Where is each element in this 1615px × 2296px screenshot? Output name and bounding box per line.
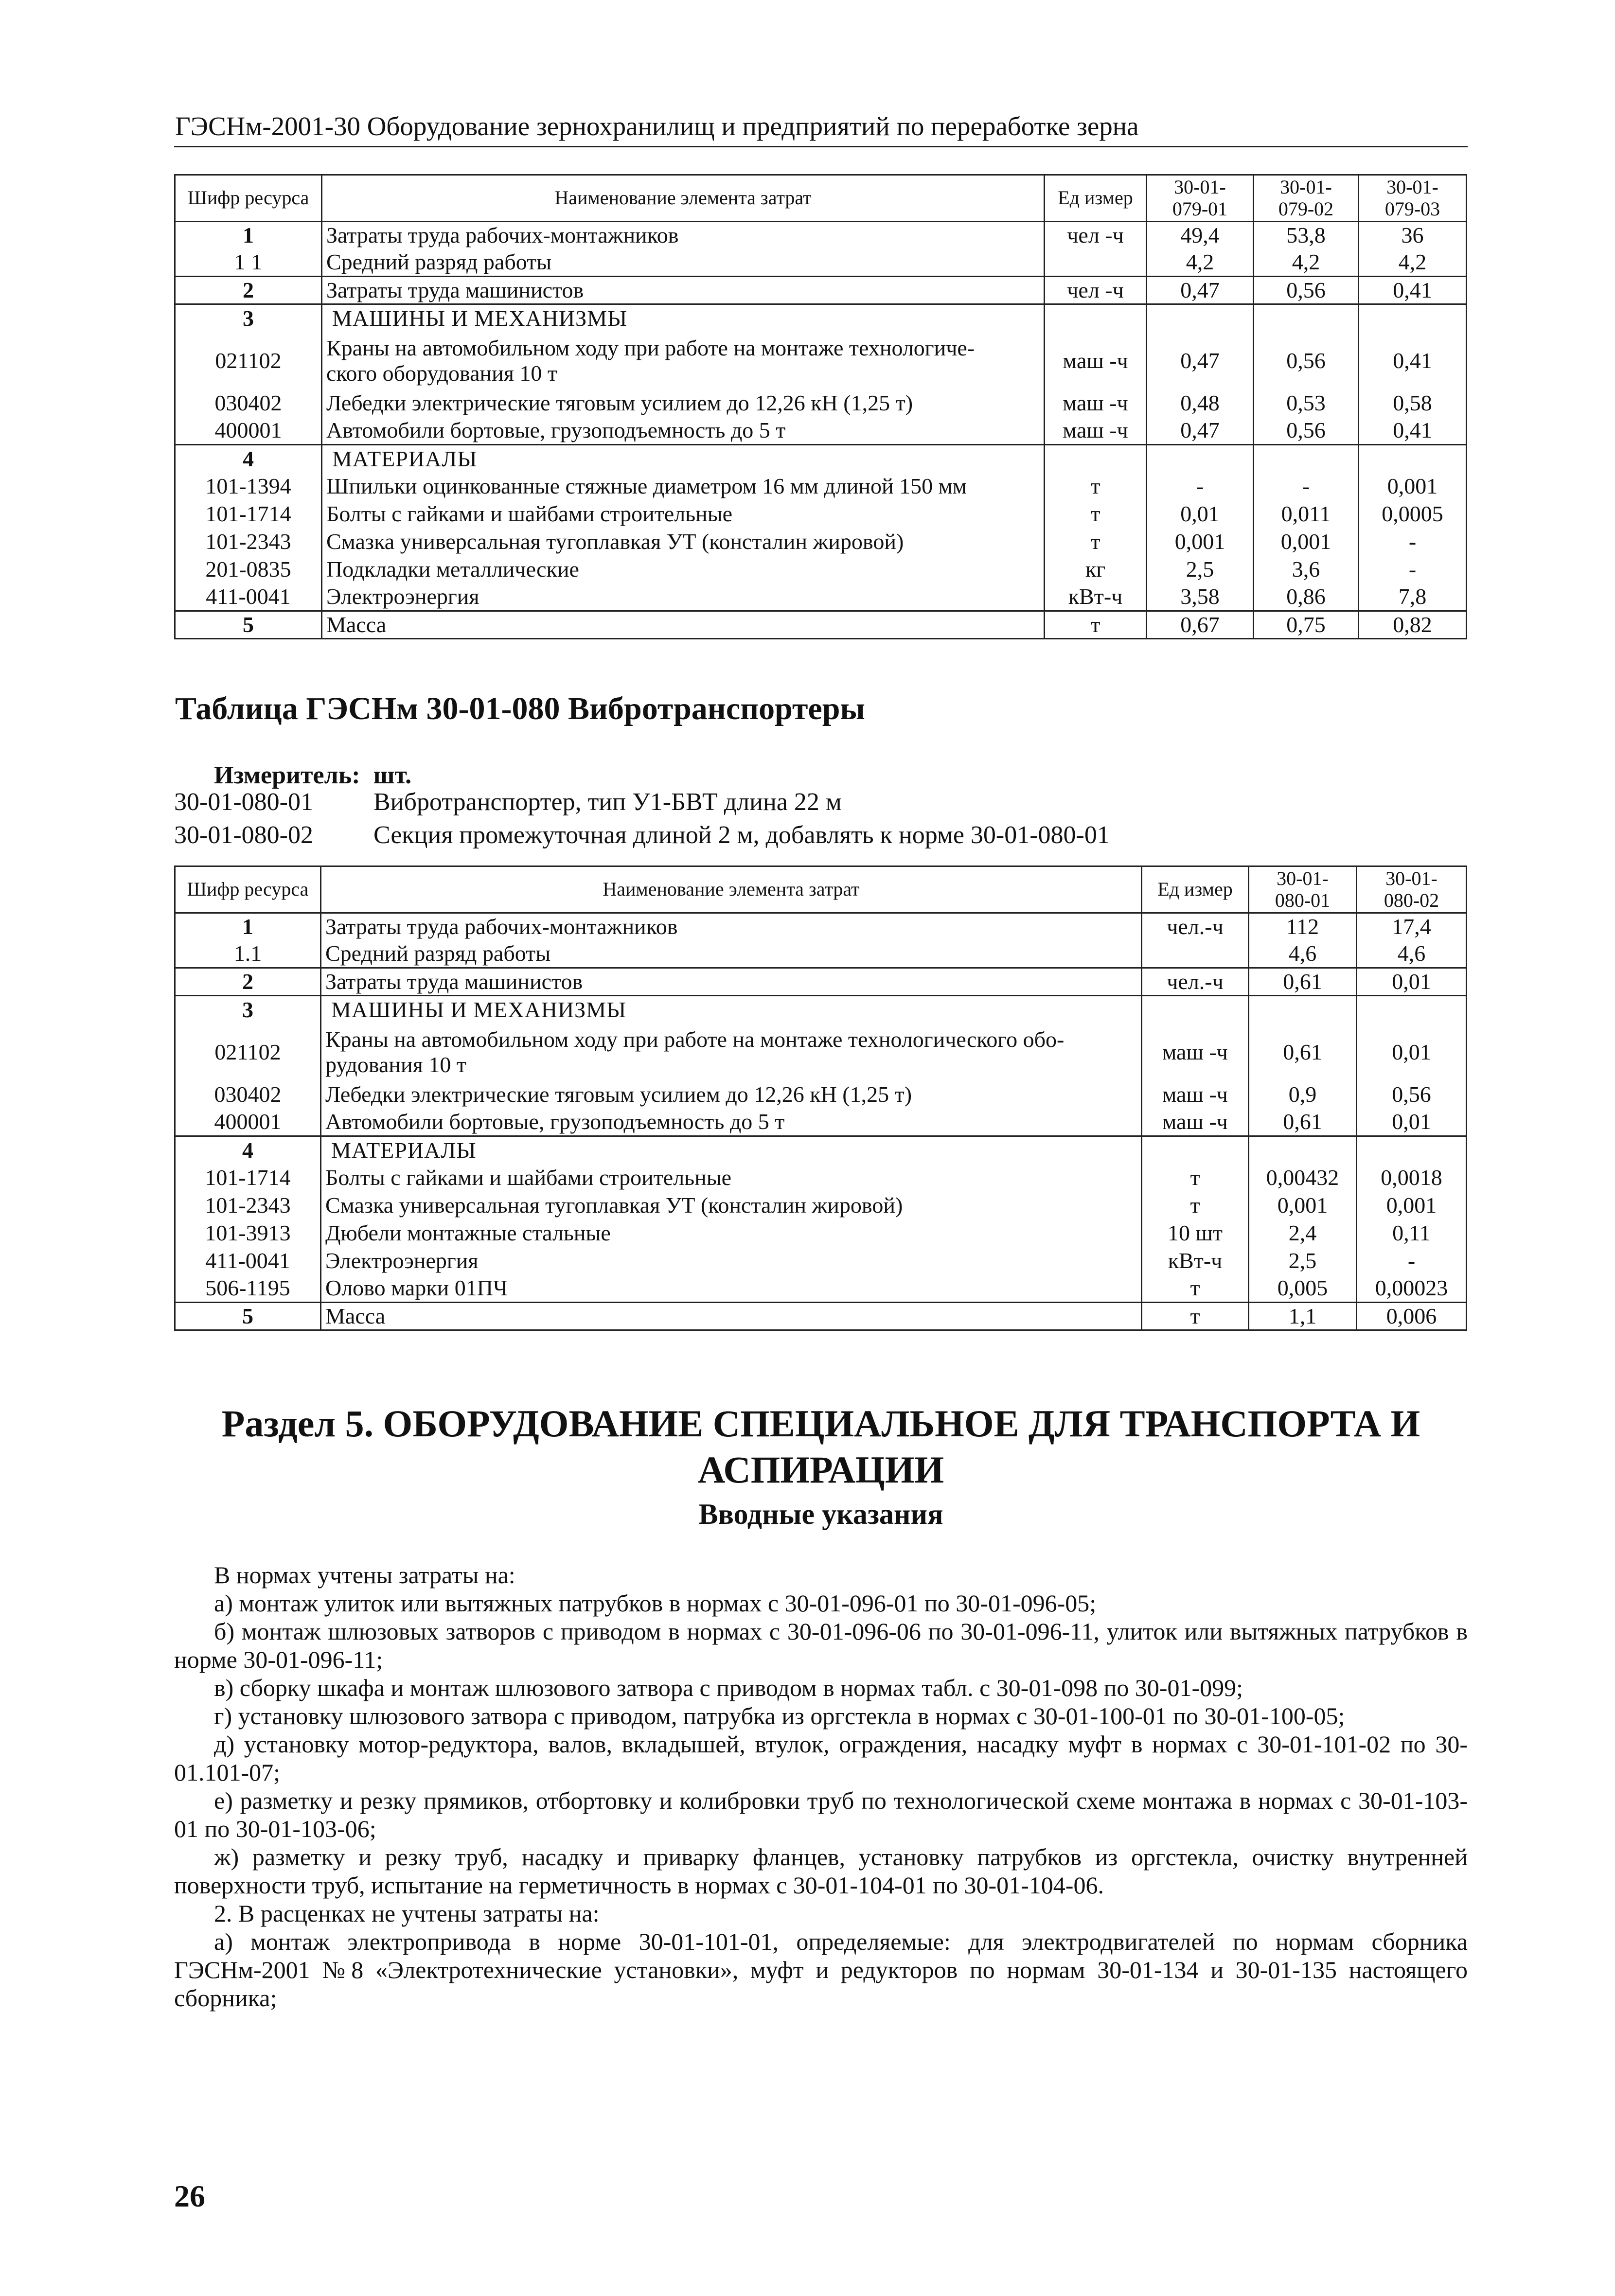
- cell-value-1: 0,9: [1249, 1081, 1357, 1109]
- col-header-norm-1: 30-01- 079-01: [1147, 175, 1254, 222]
- cell-unit: т: [1045, 528, 1147, 556]
- table-row: [175, 913, 1467, 940]
- cell-code: 1 1: [175, 249, 322, 277]
- resource-table-080: [174, 865, 1467, 1331]
- table-row: [175, 222, 1467, 249]
- table-row: [175, 583, 1467, 611]
- table-row: [175, 1247, 1467, 1275]
- cell-unit: кВт-ч: [1142, 1247, 1249, 1275]
- cell-value-3: 0,58: [1359, 389, 1467, 417]
- cell-value-1: [1147, 445, 1254, 473]
- cell-unit: чел.-ч: [1142, 968, 1249, 996]
- table-row: [175, 277, 1467, 304]
- cell-name: Затраты труда рабочих-монтажников: [321, 913, 1142, 940]
- table-row: [175, 1024, 1467, 1081]
- col-header-norm-1: 30-01- 080-01: [1249, 866, 1357, 913]
- cell-value-1: 2,5: [1249, 1247, 1357, 1275]
- paragraph: е) разметку и резку прямиков, отбортовку и колибровки труб по технологической схеме монтажа в нормах с 30-01-103-01 по 30-01-103-06;: [174, 1787, 1468, 1842]
- table-row: [175, 1164, 1467, 1192]
- cell-value-1: 0,001: [1249, 1192, 1357, 1219]
- cell-value-1: 0,01: [1147, 500, 1254, 528]
- cell-value-2: 0,56: [1254, 277, 1359, 304]
- col-header-unit: Ед измер: [1045, 175, 1147, 222]
- cell-value-1: 0,67: [1147, 611, 1254, 639]
- table-row: [175, 249, 1467, 277]
- cell-name: Автомобили бортовые, грузоподъемность до 5 т: [321, 1109, 1142, 1136]
- cell-name: Шпильки оцинкованные стяжные диаметром 16 мм длиной 150 мм: [322, 473, 1045, 500]
- cell-value-2: 0,53: [1254, 389, 1359, 417]
- cell-unit: маш -ч: [1045, 332, 1147, 389]
- table-header-row: [175, 866, 1467, 913]
- col-header-norm-2: 30-01- 080-02: [1357, 866, 1467, 913]
- cell-code: 2: [175, 277, 322, 304]
- cell-unit: [1142, 1136, 1249, 1164]
- cell-code: 5: [175, 1303, 321, 1330]
- paragraph: В нормах учтены затраты на:: [214, 1561, 515, 1589]
- table-row: [175, 304, 1467, 332]
- cell-value-2: 0,75: [1254, 611, 1359, 639]
- cell-name: Затраты труда машинистов: [322, 277, 1045, 304]
- cell-name: Лебедки электрические тяговым усилием до 12,26 кН (1,25 т): [321, 1081, 1142, 1109]
- cell-unit: т: [1045, 611, 1147, 639]
- table-row: [175, 1109, 1467, 1136]
- cell-value-2: 0,00023: [1357, 1275, 1467, 1303]
- col-header-norm-3: 30-01- 079-03: [1359, 175, 1467, 222]
- cell-code: 4: [175, 1136, 321, 1164]
- instructions-text: [174, 1561, 1468, 2012]
- table-row: [175, 1219, 1467, 1247]
- cell-value-3: 0,001: [1359, 473, 1467, 500]
- table-row: [175, 940, 1467, 968]
- table-row: [175, 473, 1467, 500]
- cell-code: 506-1195: [175, 1275, 321, 1303]
- cell-unit: т: [1142, 1164, 1249, 1192]
- cell-value-2: 4,6: [1357, 940, 1467, 968]
- cell-code: 2: [175, 968, 321, 996]
- cell-value-1: 1,1: [1249, 1303, 1357, 1330]
- cell-value-3: 0,41: [1359, 332, 1467, 389]
- cell-value-3: -: [1359, 528, 1467, 556]
- table-row: [175, 1192, 1467, 1219]
- cell-code: 411-0041: [175, 583, 322, 611]
- cell-unit: чел -ч: [1045, 222, 1147, 249]
- cell-unit: т: [1142, 1303, 1249, 1330]
- cell-value-1: 0,001: [1147, 528, 1254, 556]
- cell-name: МАТЕРИАЛЫ: [321, 1136, 1142, 1164]
- paragraph: а) монтаж улиток или вытяжных патрубков в нормах с 30-01-096-01 по 30-01-096-05;: [214, 1590, 1097, 1617]
- table-row: [175, 996, 1467, 1024]
- cell-value-2: 4,2: [1254, 249, 1359, 277]
- cell-code: 4: [175, 445, 322, 473]
- cell-code: 101-3913: [175, 1219, 321, 1247]
- cell-name: Электроэнергия: [321, 1247, 1142, 1275]
- cell-value-2: 0,56: [1357, 1081, 1467, 1109]
- norm-text: Вибротранспортер, тип У1-БВТ длина 22 м: [373, 788, 842, 816]
- norm-line: [174, 788, 842, 816]
- table-row: [175, 1136, 1467, 1164]
- cell-value-1: 0,61: [1249, 968, 1357, 996]
- cell-value-3: 7,8: [1359, 583, 1467, 611]
- cell-value-1: 112: [1249, 913, 1357, 940]
- cell-value-2: 0,001: [1357, 1192, 1467, 1219]
- cell-value-1: [1249, 1136, 1357, 1164]
- cell-value-2: 0,0018: [1357, 1164, 1467, 1192]
- paragraph: б) монтаж шлюзовых затворов с приводом в нормах с 30-01-096-06 по 30-01-096-11, улиток или вытяжных патрубков в норме 30-01-096-11;: [174, 1618, 1468, 1673]
- cell-value-2: 0,01: [1357, 1024, 1467, 1081]
- paragraph: в) сборку шкафа и монтаж шлюзового затвора с приводом в нормах табл. с 30-01-098 по 30-01-099;: [214, 1674, 1243, 1701]
- cell-value-1: 0,48: [1147, 389, 1254, 417]
- cell-value-1: -: [1147, 473, 1254, 500]
- cell-value-2: 0,56: [1254, 332, 1359, 389]
- cell-value-2: 0,006: [1357, 1303, 1467, 1330]
- cell-name: Масса: [321, 1303, 1142, 1330]
- cell-value-1: 2,4: [1249, 1219, 1357, 1247]
- cell-code: 3: [175, 304, 322, 332]
- cell-value-2: 0,01: [1357, 968, 1467, 996]
- cell-value-2: [1254, 304, 1359, 332]
- cell-unit: [1045, 304, 1147, 332]
- cell-value-2: [1357, 996, 1467, 1024]
- cell-value-2: [1357, 1136, 1467, 1164]
- cell-value-1: [1249, 996, 1357, 1024]
- measure-label: Измеритель:: [214, 761, 360, 789]
- table-row: [175, 556, 1467, 583]
- norm-code: 30-01-080-01: [174, 788, 313, 816]
- cell-unit: [1045, 445, 1147, 473]
- cell-value-1: 0,61: [1249, 1109, 1357, 1136]
- cell-value-3: 0,41: [1359, 277, 1467, 304]
- col-header-name: Наименование элемента затрат: [321, 866, 1142, 913]
- cell-name: Болты с гайками и шайбами строительные: [321, 1164, 1142, 1192]
- cell-name: Электроэнергия: [322, 583, 1045, 611]
- cell-code: 101-1714: [175, 500, 322, 528]
- cell-value-2: 0,86: [1254, 583, 1359, 611]
- cell-code: 030402: [175, 389, 322, 417]
- cell-code: 1.1: [175, 940, 321, 968]
- col-header-name: Наименование элемента затрат: [322, 175, 1045, 222]
- cell-code: 5: [175, 611, 322, 639]
- cell-unit: чел.-ч: [1142, 913, 1249, 940]
- col-header-code: Шифр ресурса: [175, 175, 322, 222]
- cell-name: Средний разряд работы: [321, 940, 1142, 968]
- cell-code: 411-0041: [175, 1247, 321, 1275]
- paragraph: 2. В расценках не учтены затраты на:: [214, 1900, 600, 1927]
- cell-unit: кг: [1045, 556, 1147, 583]
- section-subtitle: Вводные указания: [698, 1498, 943, 1530]
- cell-name: Средний разряд работы: [322, 249, 1045, 277]
- table-row: [175, 968, 1467, 996]
- cell-unit: маш -ч: [1045, 417, 1147, 445]
- cell-value-2: 3,6: [1254, 556, 1359, 583]
- cell-value-2: 0,56: [1254, 417, 1359, 445]
- cell-name: Болты с гайками и шайбами строительные: [322, 500, 1045, 528]
- norm-code: 30-01-080-02: [174, 821, 313, 849]
- cell-value-1: 0,00432: [1249, 1164, 1357, 1192]
- cell-name: Затраты труда рабочих-монтажников: [322, 222, 1045, 249]
- norm-text: Секция промежуточная длиной 2 м, добавлять к норме 30-01-080-01: [373, 821, 1110, 849]
- cell-value-1: 0,47: [1147, 277, 1254, 304]
- page-number: 26: [174, 2179, 205, 2213]
- col-header-code: Шифр ресурса: [175, 866, 321, 913]
- cell-name: Подкладки металлические: [322, 556, 1045, 583]
- cell-unit: т: [1142, 1192, 1249, 1219]
- section-title: Раздел 5. ОБОРУДОВАНИЕ СПЕЦИАЛЬНОЕ ДЛЯ ТРАНСПОРТА И АСПИРАЦИИ: [221, 1402, 1420, 1491]
- cell-value-1: 0,47: [1147, 417, 1254, 445]
- cell-unit: [1045, 249, 1147, 277]
- cell-value-3: -: [1359, 556, 1467, 583]
- cell-name: Затраты труда машинистов: [321, 968, 1142, 996]
- cell-value-3: 36: [1359, 222, 1467, 249]
- cell-unit: маш -ч: [1045, 389, 1147, 417]
- cell-value-2: 0,001: [1254, 528, 1359, 556]
- cell-unit: т: [1045, 473, 1147, 500]
- cell-value-1: 2,5: [1147, 556, 1254, 583]
- cell-unit: [1142, 996, 1249, 1024]
- norm-line: [174, 821, 1110, 849]
- paragraph: г) установку шлюзового затвора с приводом, патрубка из оргстекла в нормах с 30-01-100-01 по 30-01-100-05;: [214, 1702, 1345, 1730]
- cell-code: 1: [175, 222, 322, 249]
- cell-name: Смазка универсальная тугоплавкая УТ (консталин жировой): [321, 1192, 1142, 1219]
- cell-code: 1: [175, 913, 321, 940]
- cell-value-2: [1254, 445, 1359, 473]
- cell-unit: маш -ч: [1142, 1109, 1249, 1136]
- cell-value-3: [1359, 445, 1467, 473]
- cell-value-3: 0,82: [1359, 611, 1467, 639]
- cell-name: МАШИНЫ И МЕХАНИЗМЫ: [322, 304, 1045, 332]
- cell-code: 400001: [175, 417, 322, 445]
- cell-value-2: -: [1254, 473, 1359, 500]
- cell-value-2: -: [1357, 1247, 1467, 1275]
- cell-value-3: 0,0005: [1359, 500, 1467, 528]
- cell-unit: маш -ч: [1142, 1081, 1249, 1109]
- cell-code: 101-1394: [175, 473, 322, 500]
- cell-unit: 10 шт: [1142, 1219, 1249, 1247]
- cell-value-2: 53,8: [1254, 222, 1359, 249]
- cell-code: 030402: [175, 1081, 321, 1109]
- table-row: [175, 389, 1467, 417]
- table-row: [175, 1275, 1467, 1303]
- cell-unit: чел -ч: [1045, 277, 1147, 304]
- table-row: [175, 528, 1467, 556]
- cell-value-3: 4,2: [1359, 249, 1467, 277]
- paragraph: д) установку мотор-редуктора, валов, вкладышей, втулок, ограждения, насадку муфт в нормах с 30-01-101-02 по 30-01.101-07;: [174, 1731, 1468, 1786]
- resource-table-079: [174, 174, 1467, 639]
- cell-name: МАШИНЫ И МЕХАНИЗМЫ: [321, 996, 1142, 1024]
- col-header-norm-2: 30-01- 079-02: [1254, 175, 1359, 222]
- cell-value-1: 0,61: [1249, 1024, 1357, 1081]
- table-row: [175, 611, 1467, 639]
- cell-name: Масса: [322, 611, 1045, 639]
- header-rule: [174, 146, 1468, 147]
- measure-line: [214, 761, 411, 790]
- cell-code: 021102: [175, 332, 322, 389]
- cell-unit: т: [1045, 500, 1147, 528]
- cell-unit: маш -ч: [1142, 1024, 1249, 1081]
- cell-name: Краны на автомобильном ходу при работе на монтаже технологиче- ского оборудования 10 т: [322, 332, 1045, 389]
- cell-value-1: 0,005: [1249, 1275, 1357, 1303]
- cell-name: Лебедки электрические тяговым усилием до 12,26 кН (1,25 т): [322, 389, 1045, 417]
- measure-value: шт.: [373, 761, 412, 789]
- table-row: [175, 417, 1467, 445]
- cell-name: МАТЕРИАЛЫ: [322, 445, 1045, 473]
- paragraph: а) монтаж электропривода в норме 30-01-101-01, определяемые: для электродвигателей по нормам сборника ГЭСНм-2001 №8 «Электротехнические установки», муфт и редукторов по нормам 30-01-134 и 30-01-135 настоящего сборника;: [174, 1928, 1468, 2012]
- cell-name: Автомобили бортовые, грузоподъемность до 5 т: [322, 417, 1045, 445]
- table-row: [175, 445, 1467, 473]
- cell-value-1: 4,6: [1249, 940, 1357, 968]
- cell-value-3: 0,41: [1359, 417, 1467, 445]
- cell-name: Смазка универсальная тугоплавкая УТ (консталин жировой): [322, 528, 1045, 556]
- cell-value-3: [1359, 304, 1467, 332]
- cell-unit: кВт-ч: [1045, 583, 1147, 611]
- cell-value-2: 0,01: [1357, 1109, 1467, 1136]
- table-row: [175, 332, 1467, 389]
- cell-code: 101-2343: [175, 528, 322, 556]
- cell-code: 400001: [175, 1109, 321, 1136]
- cell-value-1: 0,47: [1147, 332, 1254, 389]
- table-header-row: [175, 175, 1467, 222]
- cell-value-2: 0,11: [1357, 1219, 1467, 1247]
- cell-value-2: 0,011: [1254, 500, 1359, 528]
- cell-name: Олово марки 01ПЧ: [321, 1275, 1142, 1303]
- cell-code: 101-2343: [175, 1192, 321, 1219]
- paragraph: ж) разметку и резку труб, насадку и приварку фланцев, установку патрубков из оргстекла, очистку внутренней поверхности труб, испытание на герметичность в нормах с 30-01-104-01 по 30-01-104-06.: [174, 1843, 1468, 1899]
- cell-code: 3: [175, 996, 321, 1024]
- cell-code: 101-1714: [175, 1164, 321, 1192]
- cell-code: 021102: [175, 1024, 321, 1081]
- table-row: [175, 1081, 1467, 1109]
- cell-code: 201-0835: [175, 556, 322, 583]
- cell-value-1: 4,2: [1147, 249, 1254, 277]
- cell-unit: т: [1142, 1275, 1249, 1303]
- cell-value-2: 17,4: [1357, 913, 1467, 940]
- table-title: Таблица ГЭСНм 30-01-080 Вибротранспортеры: [175, 691, 865, 726]
- table-row: [175, 1303, 1467, 1330]
- table-row: [175, 500, 1467, 528]
- cell-unit: [1142, 940, 1249, 968]
- cell-name: Краны на автомобильном ходу при работе на монтаже технологического обо- рудования 10 т: [321, 1024, 1142, 1081]
- running-header: ГЭСНм-2001-30 Оборудование зернохранилищ и предприятий по переработке зерна: [175, 111, 1139, 141]
- cell-name: Дюбели монтажные стальные: [321, 1219, 1142, 1247]
- cell-value-1: [1147, 304, 1254, 332]
- col-header-unit: Ед измер: [1142, 866, 1249, 913]
- cell-value-1: 49,4: [1147, 222, 1254, 249]
- cell-value-1: 3,58: [1147, 583, 1254, 611]
